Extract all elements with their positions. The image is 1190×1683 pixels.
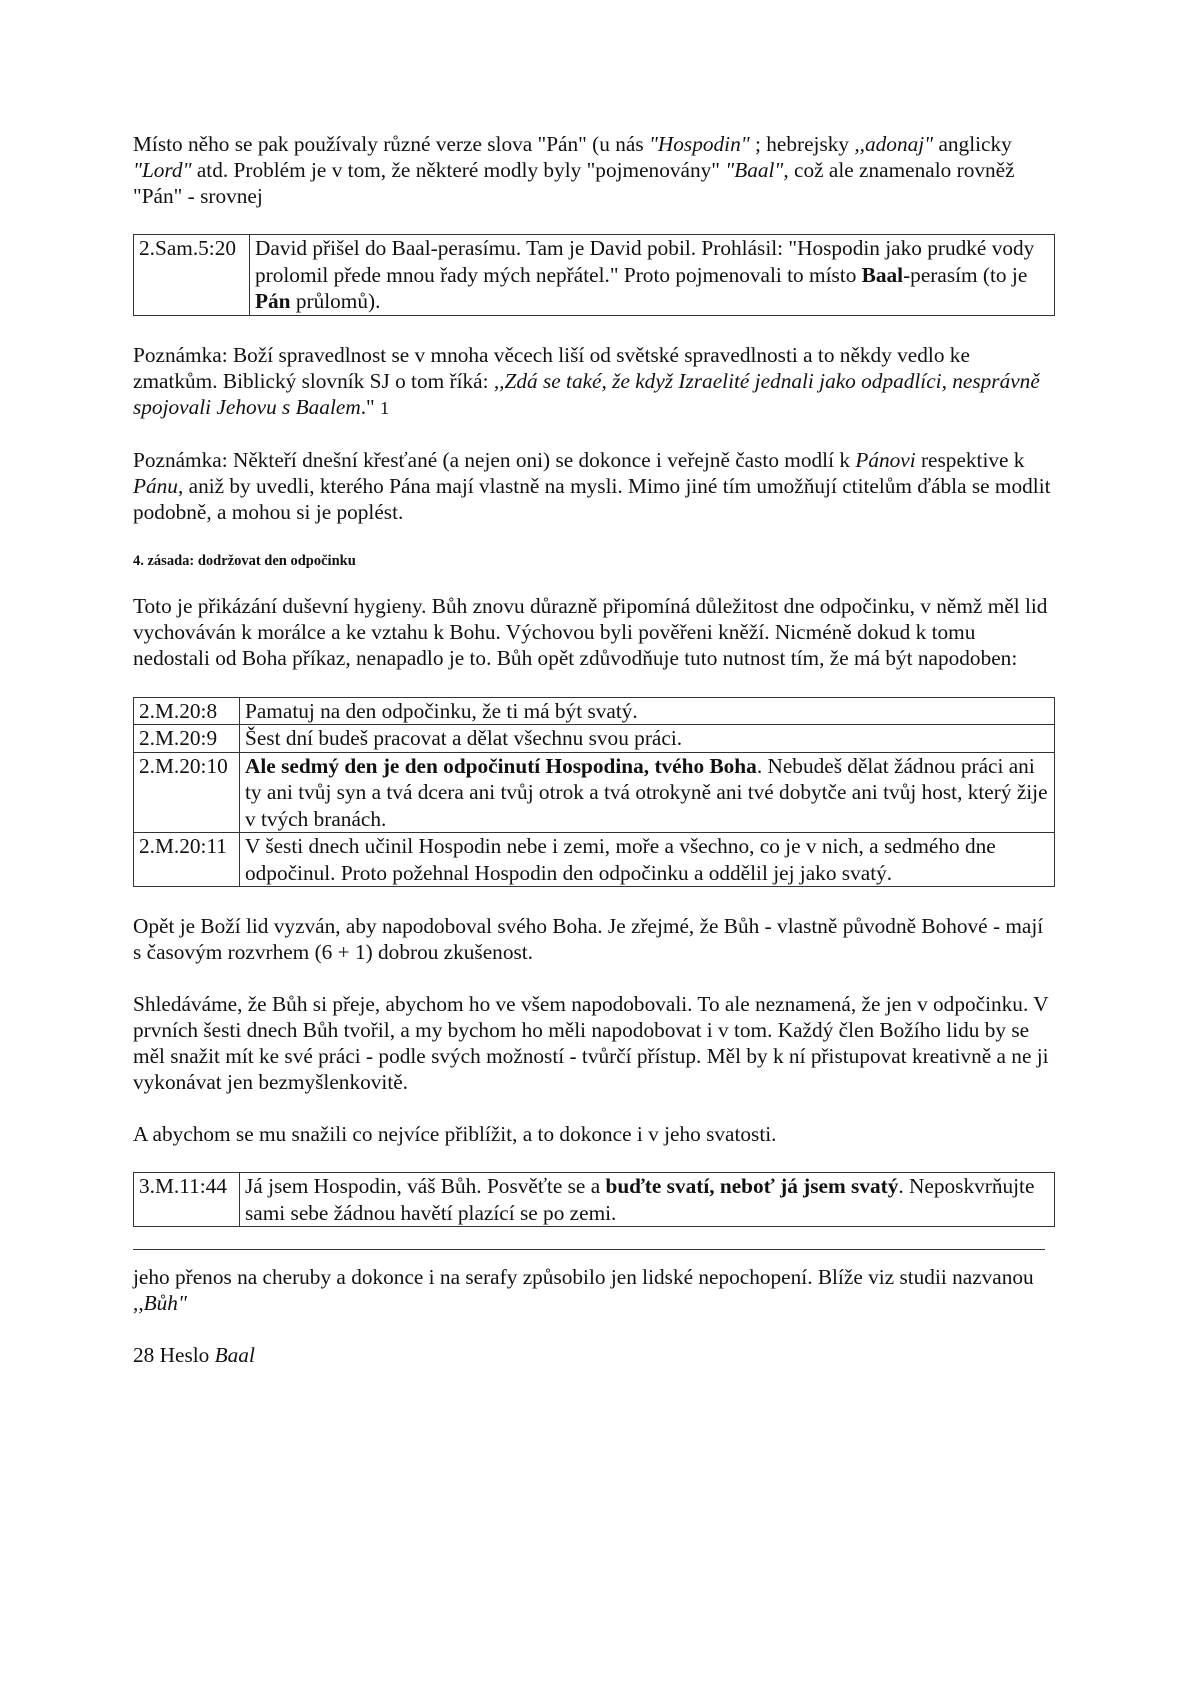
footnote-reference: 1 xyxy=(380,397,390,418)
verse-reference: 2.M.20:9 xyxy=(134,725,240,753)
text-run: Toto je přikázání duševní hygieny. Bůh znovu důrazně připomíná důležitost dne odpočinku, v němž měl lid vychováván k morálce a ke vztahu k Bohu. Výchovou byli pověřeni kněží. Nicméně dokud k tomu nedostali od Boha příkaz, nenapadlo je to. Bůh opět zdůvodňuje tuto nutnost tím, že má být napodoben: xyxy=(133,593,1048,670)
text-run: Já jsem Hospodin, váš Bůh. Posvěťte se a xyxy=(245,1174,606,1198)
verse-row xyxy=(134,235,1055,316)
text-run: Šest dní budeš pracovat a dělat všechnu svou práci. xyxy=(245,726,683,750)
text-run: "Hospodin" xyxy=(648,132,750,156)
verse-row xyxy=(134,697,1055,725)
text-run: Místo něho se pak používaly různé verze slova "Pán" (u nás xyxy=(133,132,649,156)
verse-reference: 2.M.20:11 xyxy=(134,833,240,887)
text-run: Shledáváme, že Bůh si přeje, abychom ho ve všem napodobovali. To ale neznamená, že jen v odpočinku. V prvních šesti dnech Bůh tvořil, a my bychom ho měli napodobovat i v tom. Každý člen Božího lidu by se měl snažit mít ke své práci - podle svých možností - tvůrčí přístup. Měl by k ní přistupovat kreativně a ne ji vykonávat jen bezmyšlenkovitě. xyxy=(133,992,1049,1094)
creative-paragraph xyxy=(133,991,1053,1095)
text-run: . Nebudeš dělat žádnou práci ani ty ani tvůj syn a tvá dcera ani tvůj otrok a tvá otrokyně ani tvé dobytče ani tvůj host, který žije v tvých branách. xyxy=(245,753,1048,831)
text-run: anglicky xyxy=(933,132,1012,156)
verse-text xyxy=(240,697,1055,725)
text-run: buďte svatí, neboť já jsem svatý xyxy=(605,1174,899,1198)
imitate-paragraph xyxy=(133,913,1053,965)
verse-text xyxy=(240,833,1055,887)
text-run: "Lord" xyxy=(133,158,192,182)
verse-text xyxy=(250,235,1055,316)
text-run: ,,adonaj" xyxy=(854,132,934,156)
text-run: jeho přenos na cheruby a dokonce i na serafy způsobilo jen lidské nepochopení. Blíže viz studii nazvanou xyxy=(133,1265,1034,1289)
verse-row xyxy=(134,833,1055,887)
verse-table-samuel xyxy=(133,234,1055,316)
text-run: V šesti dnech učinil Hospodin nebe i zemi, moře a všechno, co je v nich, a sedmého dne odpočinul. Proto požehnal Hospodin den odpočinku a oddělil jej jako svatý. xyxy=(245,834,996,885)
verse-reference: 2.M.20:8 xyxy=(134,697,240,725)
text-run: , což ale znamenalo rovněž "Pán" - srovnej xyxy=(133,158,1015,208)
note-paragraph-prayer xyxy=(133,447,1053,525)
footnote-28 xyxy=(133,1342,1053,1368)
text-run: ,,Bůh" xyxy=(133,1291,187,1315)
verse-text xyxy=(240,752,1055,833)
text-run: respektive k xyxy=(915,447,1025,472)
text-run: . Neposkvrňujte sami sebe žádnou havětí plazící se po zemi. xyxy=(245,1174,1035,1225)
text-run: Ale sedmý den je den odpočinutí Hospodina, tvého Boha xyxy=(245,753,757,778)
text-run: A abychom se mu snažili co nejvíce přiblížit, a to dokonce i v jeho svatosti. xyxy=(133,1122,777,1146)
section-heading: 4. zásada: dodržovat den odpočinku xyxy=(133,552,356,569)
verse-row xyxy=(134,752,1055,833)
verse-text xyxy=(240,1173,1055,1227)
text-run: -perasím (to je xyxy=(903,262,1028,287)
text-run: Pamatuj na den odpočinku, že ti má být svatý. xyxy=(245,698,638,723)
verse-reference: 2.M.20:10 xyxy=(134,752,240,833)
verse-text xyxy=(240,725,1055,753)
text-run: ,,Zdá se také, že když Izraelité jednali jako odpadlíci, nesprávně spojovali Jehovu s Baalem xyxy=(133,368,1040,419)
footnote-separator xyxy=(133,1249,1045,1250)
holiness-paragraph xyxy=(133,1121,1053,1147)
text-run: 28 Heslo xyxy=(133,1343,215,1367)
verse-reference: 3.M.11:44 xyxy=(134,1173,240,1227)
text-run: ." xyxy=(360,394,381,419)
verse-row xyxy=(134,1173,1055,1227)
text-run: David přišel do Baal-perasímu. Tam je David pobil. Prohlásil: "Hospodin jako prudké vody prolomil přede mnou řady mých nepřátel." Proto pojmenovali to místo xyxy=(255,236,1035,287)
text-run: ; hebrejsky xyxy=(749,132,855,156)
text-run: atd. Problém je v tom, že některé modly byly "pojmenovány" xyxy=(191,158,726,182)
text-run: Baal xyxy=(861,262,904,287)
text-run: Poznámka: Boží spravedlnost se v mnoha věcech liší od světské spravedlnosti a to někdy vedlo ke zmatkům. Biblický slovník SJ o tom říká: xyxy=(133,342,970,393)
text-run: Baal xyxy=(214,1343,255,1367)
verse-row xyxy=(134,725,1055,753)
verse-table-leviticus xyxy=(133,1172,1055,1227)
text-run: "Baal" xyxy=(725,158,784,182)
text-run: , aniž by uvedli, kterého Pána mají vlastně na mysli. Mimo jiné tím umožňují ctitelům ďábla se modlit podobně, a mohou si je poplést. xyxy=(133,473,1051,524)
text-run: Pán xyxy=(255,289,291,313)
text-run: Opět je Boží lid vyzván, aby napodoboval svého Boha. Je zřejmé, že Bůh - vlastně původně Bohové - mají s časovým rozvrhem (6 + 1) dobrou zkušenost. xyxy=(133,914,1044,964)
rest-paragraph xyxy=(133,593,1053,671)
verse-reference: 2.Sam.5:20 xyxy=(134,235,250,316)
note-paragraph-justice xyxy=(133,342,1053,421)
footnote-continuation xyxy=(133,1264,1053,1316)
intro-paragraph xyxy=(133,131,1053,209)
text-run: Pánu xyxy=(133,473,178,498)
document-page xyxy=(133,131,1053,1368)
verse-table-exodus xyxy=(133,697,1055,888)
text-run: průlomů). xyxy=(290,289,381,313)
text-run: Poznámka: Někteří dnešní křesťané (a nejen oni) se dokonce i veřejně často modlí k xyxy=(133,447,856,472)
text-run: Pánovi xyxy=(855,447,916,472)
